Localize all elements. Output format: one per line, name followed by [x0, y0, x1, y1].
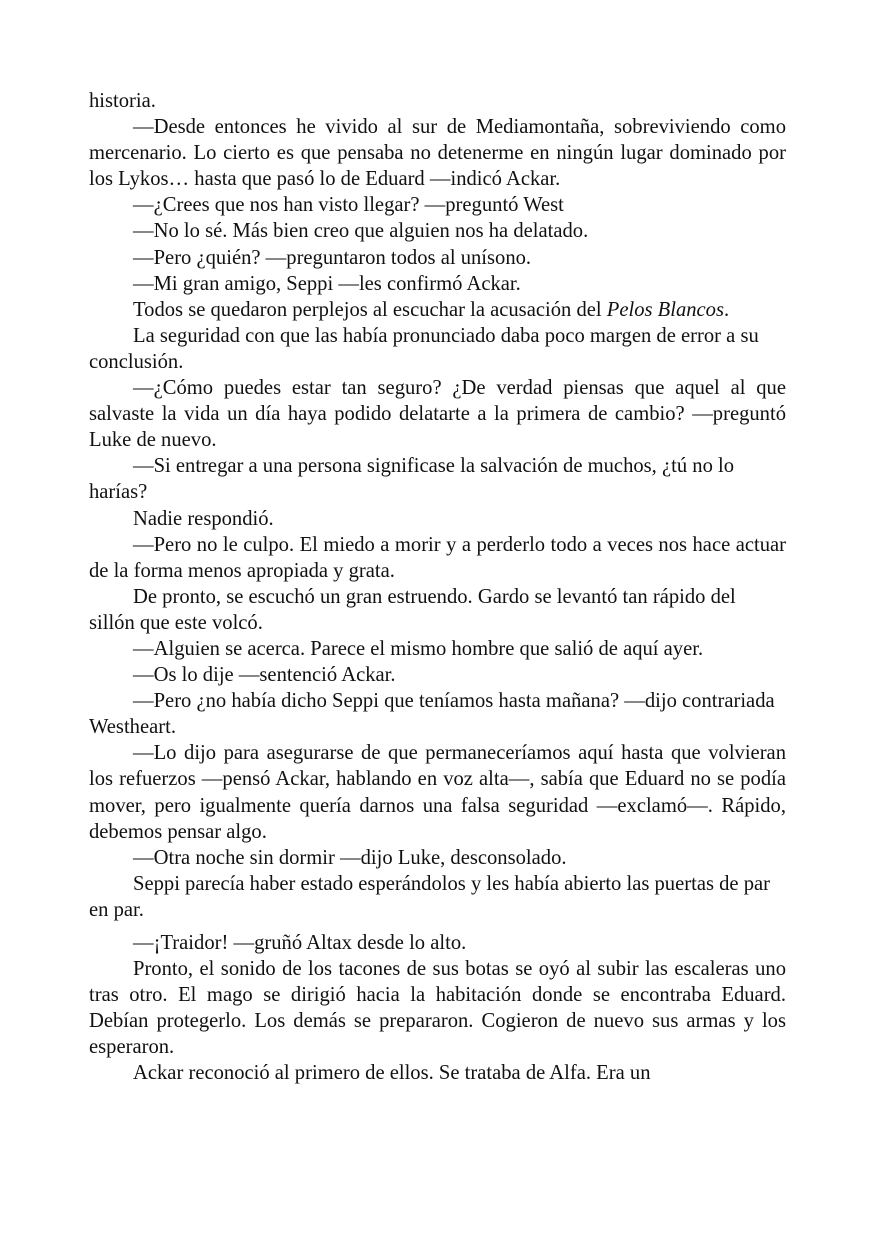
italic-name: Pelos Blancos	[606, 298, 724, 321]
paragraph: historia.	[89, 90, 156, 112]
paragraph: —Otra noche sin dormir —dijo Luke, desconsolado.	[133, 846, 567, 869]
paragraph: —Si entregar a una persona significase la salvación de muchos, ¿tú no lo harías?	[89, 455, 735, 504]
paragraph-text: Todos se quedaron perplejos al escuchar la acusación del	[133, 298, 607, 321]
paragraph: Pronto, el sonido de los tacones de sus botas se oyó al subir las escaleras uno tras otro. El mago se dirigió hacia la habitación donde se encontraba Eduard. Debían protegerlo. Los demás se prepararon. Cogieron de nuevo sus armas y los esperaron.	[89, 958, 786, 1059]
paragraph: —Os lo dije —sentenció Ackar.	[133, 664, 396, 687]
paragraph: La seguridad con que las había pronunciado daba poco margen de error a su conclusión.	[89, 324, 759, 373]
paragraph: —Alguien se acerca. Parece el mismo hombre que salió de aquí ayer.	[133, 637, 704, 660]
paragraph: —No lo sé. Más bien creo que alguien nos ha delatado.	[133, 220, 589, 243]
paragraph	[89, 297, 786, 323]
paragraph: —¡Traidor! —gruñó Altax desde lo alto.	[133, 932, 467, 954]
paragraph: —Lo dijo para asegurarse de que permaneceríamos aquí hasta que volvieran los refuerzos —pensó Ackar, hablando en voz alta—, sabía que Eduard no se podía mover, pero igualmente quería darnos una falsa seguridad —exclamó—. Rápido, debemos pensar algo.	[89, 742, 786, 843]
paragraph: —Pero no le culpo. El miedo a morir y a perderlo todo a veces nos hace actuar de la forma menos apropiada y grata.	[89, 533, 786, 582]
paragraph: Nadie respondió.	[133, 507, 274, 530]
paragraph: De pronto, se escuchó un gran estruendo. Gardo se levantó tan rápido del sillón que este volcó.	[89, 585, 736, 634]
paragraph: —¿Crees que nos han visto llegar? —preguntó West	[133, 194, 564, 217]
paragraph: —¿Cómo puedes estar tan seguro? ¿De verdad piensas que aquel al que salvaste la vida un día haya podido delatarte a la primera de cambio? —preguntó Luke de nuevo.	[89, 377, 786, 452]
paragraph: —Pero ¿quién? —preguntaron todos al unísono.	[133, 246, 532, 269]
paragraph: Ackar reconoció al primero de ellos. Se trataba de Alfa. Era un	[133, 1062, 651, 1085]
book-page	[89, 88, 786, 1087]
paragraph-text: .	[724, 298, 730, 321]
paragraph: —Pero ¿no había dicho Seppi que teníamos hasta mañana? —dijo contrariada Westheart.	[89, 690, 775, 739]
paragraph: Seppi parecía haber estado esperándolos y les había abierto las puertas de par en par.	[89, 872, 771, 921]
paragraph: —Desde entonces he vivido al sur de Mediamontaña, sobreviviendo como mercenario. Lo cierto es que pensaba no detenerme en ningún lugar dominado por los Lykos… hasta que pasó lo de Eduard —indicó Ackar.	[89, 116, 786, 191]
paragraph: —Mi gran amigo, Seppi —les confirmó Ackar.	[133, 272, 521, 295]
